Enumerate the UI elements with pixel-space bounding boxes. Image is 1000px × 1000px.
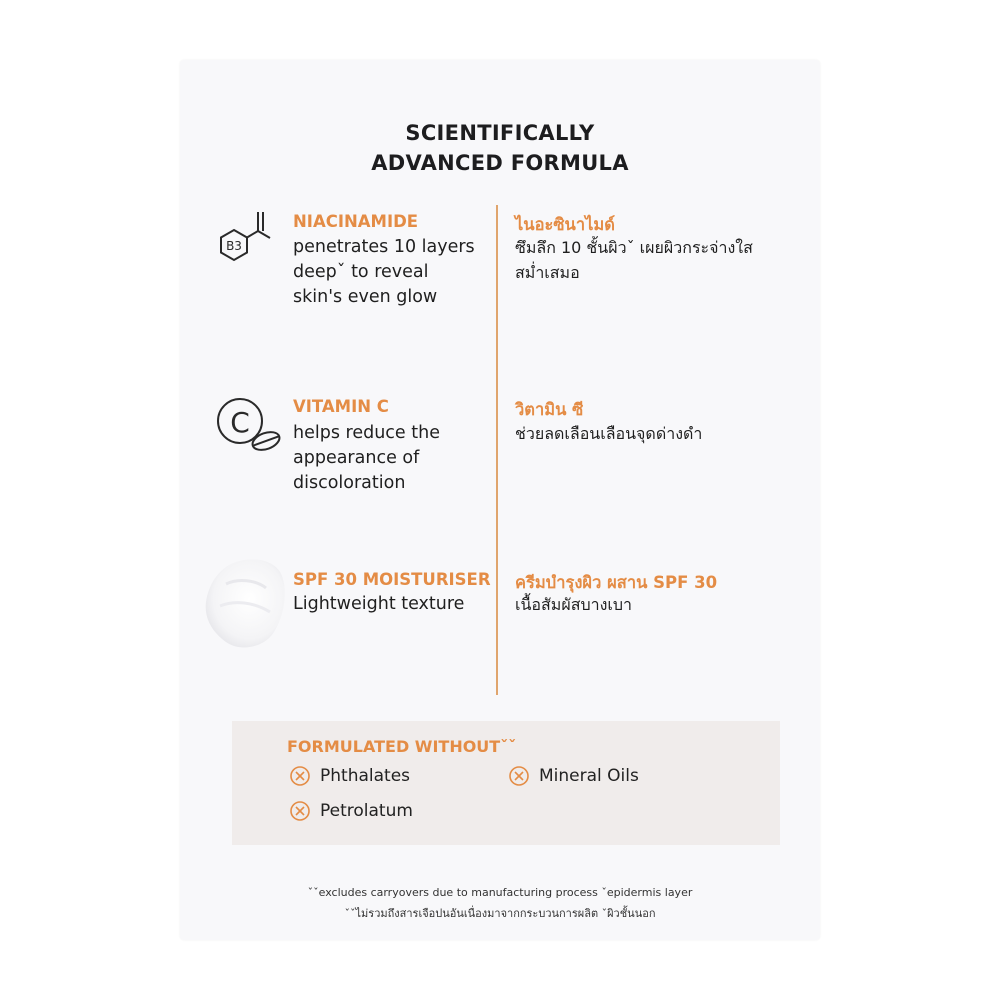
excluded-icon [509,766,529,786]
vitamin-c-description [293,421,440,496]
niacinamide-thai-heading: ไนอะซินาไมด์ [515,215,615,234]
column-divider [496,205,498,695]
formulated-without-heading: FORMULATED WITHOUTˇˇ [287,737,517,756]
svg-text:B3: B3 [226,239,242,253]
vitamin-c-line-3: discoloration [293,473,406,493]
title-line-1: SCIENTIFICALLY [405,121,595,145]
without-item-label: Mineral Oils [539,766,639,786]
spf-description [293,592,464,617]
spf-thai-heading: ครีมบำรุงผิว ผสาน SPF 30 [515,573,718,592]
excluded-icon [290,766,310,786]
without-item-petrolatum [290,801,413,821]
without-item-label: Phthalates [320,766,411,786]
niacinamide-thai-description [515,235,753,285]
b3-molecule-icon [214,208,284,272]
spf-heading: SPF 30 MOISTURISER [293,570,491,589]
vitamin-c-thai-heading: วิตามิน ซี [515,400,584,419]
vitamin-c-thai-line-1: ช่วยลดเลือนเลือนจุดด่างดำ [515,424,703,443]
svg-text:C: C [230,406,250,439]
footnote-english: ˇˇexcludes carryovers due to manufacturing process ˇepidermis layer [307,886,693,899]
cream-swatch-icon [196,554,292,654]
title-line-2: ADVANCED FORMULA [371,151,629,175]
niacinamide-heading: NIACINAMIDE [293,212,419,231]
without-item-label: Petrolatum [320,801,413,821]
page-title [0,118,1000,178]
without-item-mineral-oils [509,766,639,786]
niacinamide-line-1: penetrates 10 layers [293,237,475,257]
niacinamide-line-3: skin's even glow [293,287,438,307]
vitamin-c-icon [214,394,284,456]
niacinamide-description [293,235,475,310]
footnote-thai: ˇˇไม่รวมถึงสารเจือปนอันเนื่องมาจากกระบวนการผลิต ˇผิวชั้นนอก [344,907,656,920]
vitamin-c-thai-description [515,421,702,446]
spf-line-1: Lightweight texture [293,594,465,614]
excluded-icon [290,801,310,821]
spf-thai-description [515,592,632,617]
vitamin-c-heading: VITAMIN C [293,397,389,416]
niacinamide-thai-line-1: ซึมลึก 10 ชั้นผิวˇ เผยผิวกระจ่างใส [515,238,753,257]
niacinamide-line-2: deepˇ to reveal [293,262,429,282]
vitamin-c-line-2: appearance of [293,448,420,468]
without-item-phthalates [290,766,410,786]
vitamin-c-line-1: helps reduce the [293,423,440,443]
spf-thai-line-1: เนื้อสัมผัสบางเบา [515,595,633,614]
niacinamide-thai-line-2: สม่ำเสมอ [515,263,580,282]
